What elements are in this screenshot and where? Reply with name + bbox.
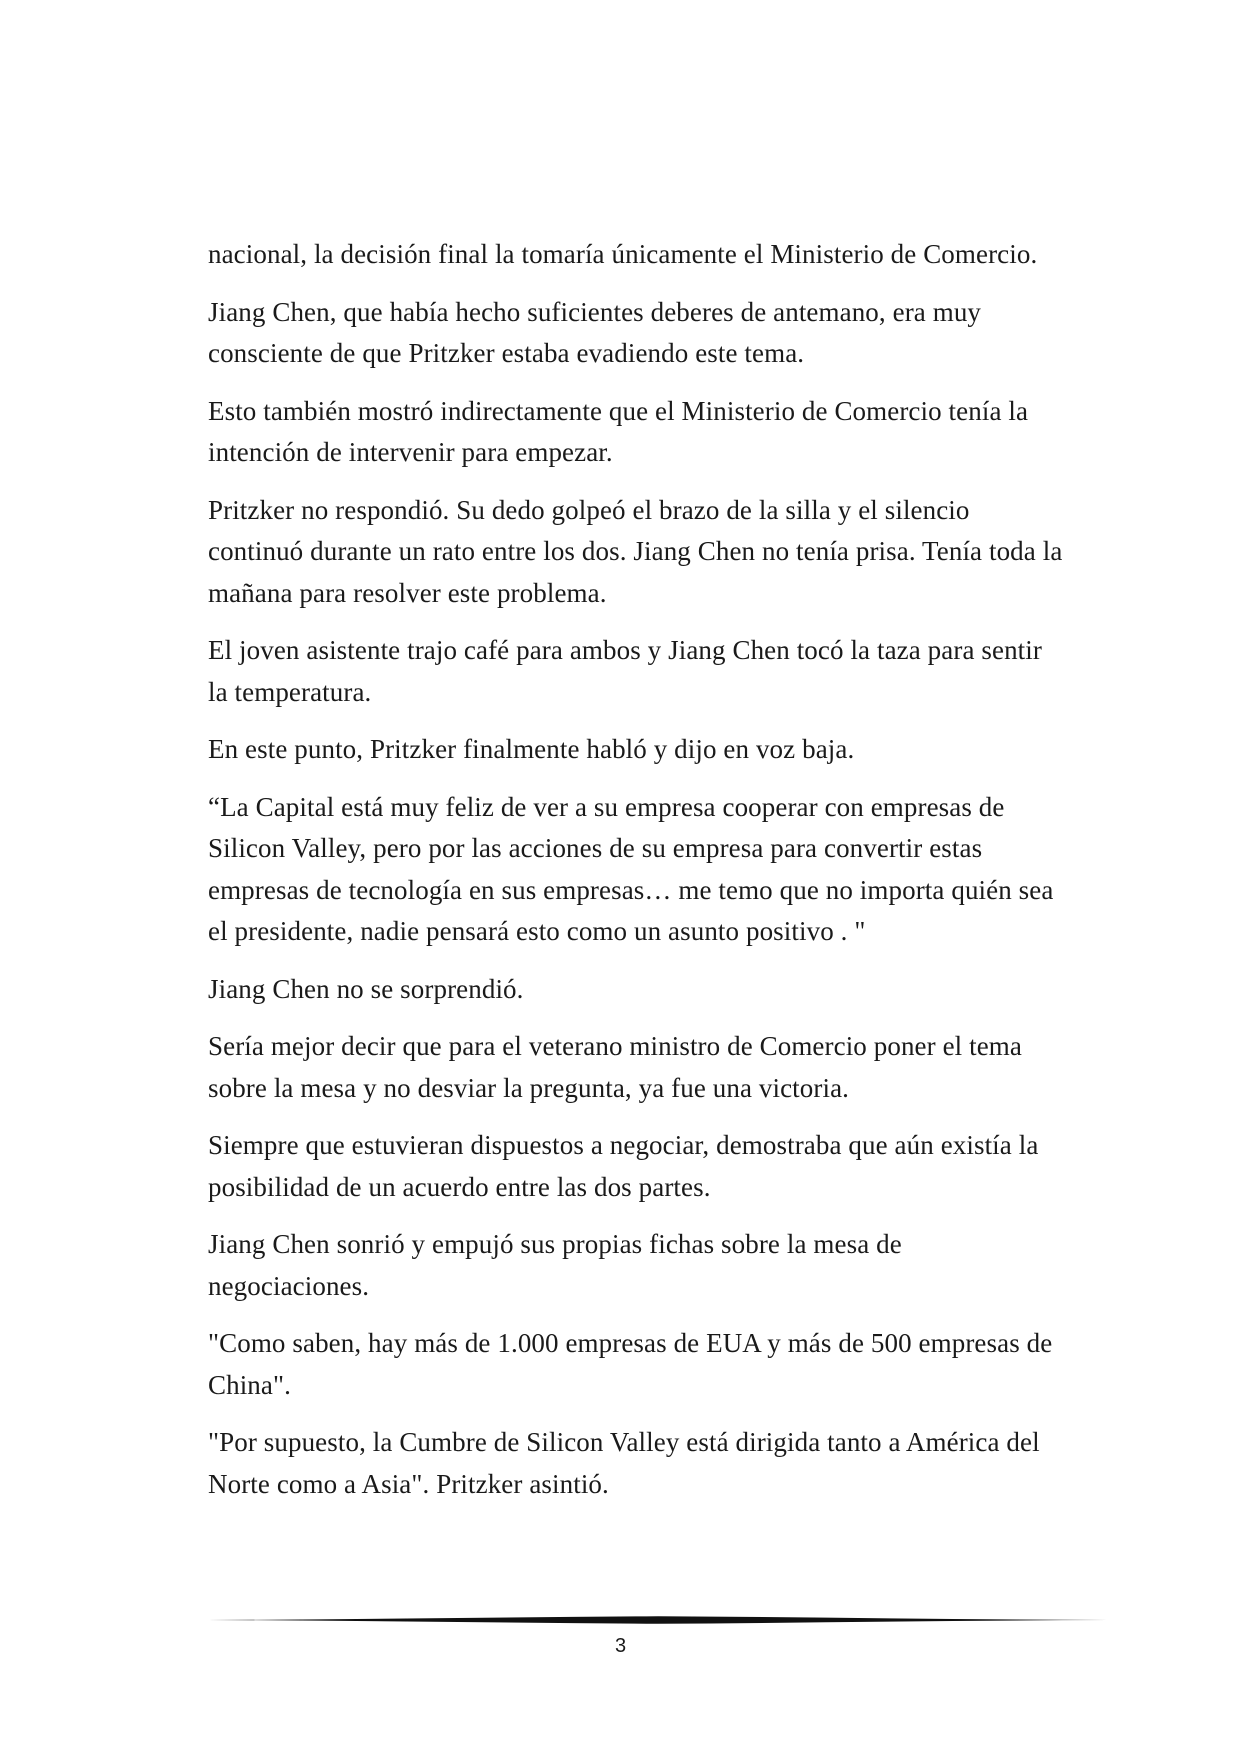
paragraph: En este punto, Pritzker finalmente habló y dijo en voz baja. (208, 734, 855, 764)
paragraph: Esto también mostró indirectamente que el Ministerio de Comercio tenía la intención de intervenir para empezar. (208, 395, 1029, 467)
paragraph: Jiang Chen no se sorprendió. (208, 973, 524, 1004)
page-body (208, 234, 1068, 1521)
paragraph: nacional, la decisión final la tomaría únicamente el Ministerio de Comercio. (208, 239, 1038, 269)
paragraph: "Por supuesto, la Cumbre de Silicon Valley está dirigida tanto a América del Norte como a Asia". Pritzker asintió. (208, 1427, 1040, 1499)
footer-divider (208, 1615, 1108, 1625)
paragraph: Jiang Chen, que había hecho suficientes deberes de antemano, era muy consciente de que Pritzker estaba evadiendo este tema. (208, 296, 982, 368)
page-number: 3 (614, 1635, 627, 1657)
paragraph: Jiang Chen sonrió y empujó sus propias fichas sobre la mesa de negociaciones. (208, 1229, 902, 1301)
paragraph: Pritzker no respondió. Su dedo golpeó el brazo de la silla y el silencio continuó durante un rato entre los dos. Jiang Chen no tenía prisa. Tenía toda la mañana para resolver este problema. (208, 494, 1063, 608)
paragraph: "Como saben, hay más de 1.000 empresas de EUA y más de 500 empresas de China". (208, 1328, 1053, 1400)
paragraph: El joven asistente trajo café para ambos y Jiang Chen tocó la taza para sentir la temperatura. (208, 635, 1042, 707)
paragraph: Siempre que estuvieran dispuestos a negociar, demostraba que aún existía la posibilidad de un acuerdo entre las dos partes. (208, 1130, 1039, 1202)
paragraph: “La Capital está muy feliz de ver a su empresa cooperar con empresas de Silicon Valley, pero por las acciones de su empresa para convertir estas empresas de tecnología en sus empresas… me temo que no importa quién sea el presidente, nadie pensará esto como un asunto positivo . " (208, 791, 1054, 946)
paragraph: Sería mejor decir que para el veterano ministro de Comercio poner el tema sobre la mesa y no desviar la pregunta, ya fue una victoria. (208, 1031, 1022, 1103)
